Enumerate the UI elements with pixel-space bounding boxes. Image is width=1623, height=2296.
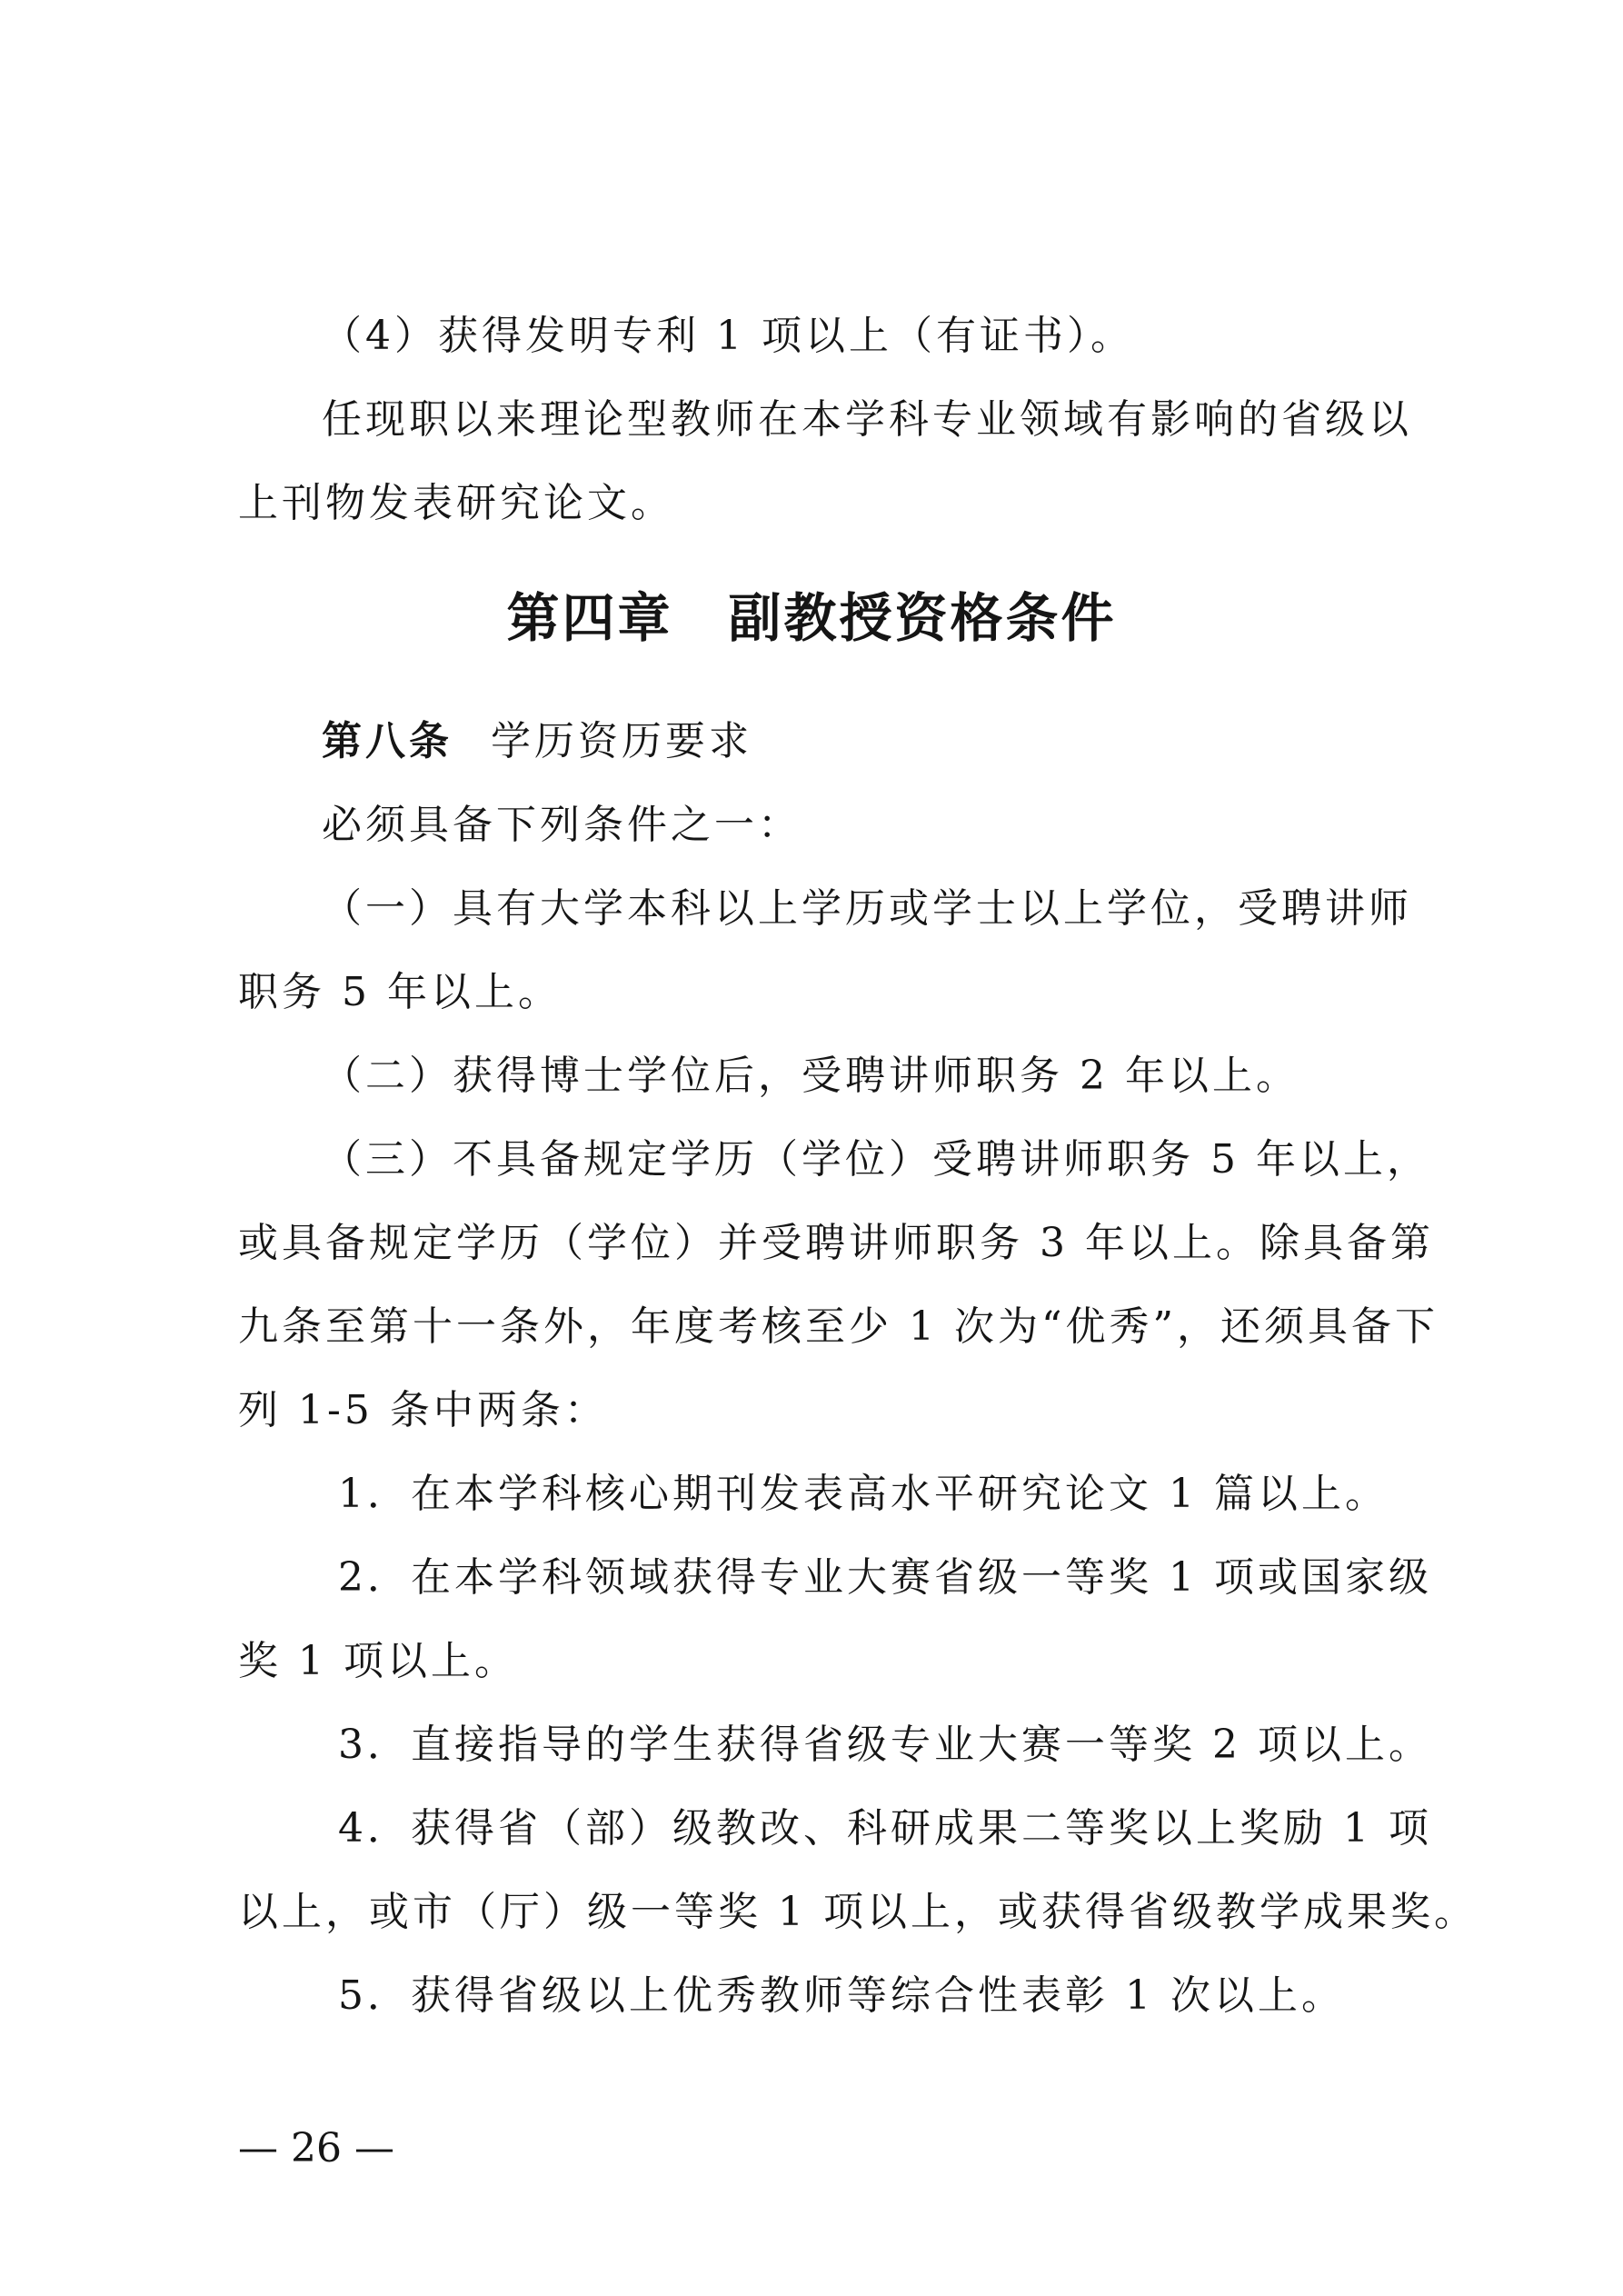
article-heading [322, 714, 752, 769]
paragraph-line: 任现职以来理论型教师在本学科专业领域有影响的省级以 [322, 396, 1412, 443]
paragraph-line: （三）不具备规定学历（学位）受聘讲师职务 5 年以上， [322, 1136, 1430, 1183]
list-item-continuation: 奖 1 项以上。 [238, 1638, 518, 1684]
list-item: 5．获得省级以上优秀教师等综合性表彰 1 次以上。 [338, 1972, 1345, 2019]
chapter-heading: 第四章 副教授资格条件 [506, 587, 1117, 649]
paragraph-line: 或具备规定学历（学位）并受聘讲师职务 3 年以上。除具备第 [238, 1220, 1434, 1266]
paragraph-line: 必须具备下列条件之一： [322, 802, 802, 848]
paragraph-line: 九条至第十一条外，年度考核至少 1 次为“优秀”，还须具备下 [238, 1303, 1439, 1350]
paragraph-line: 职务 5 年以上。 [238, 969, 562, 1015]
list-item: 2．在本学科领域获得专业大赛省级一等奖 1 项或国家级 [338, 1554, 1432, 1601]
paragraph-line: 上刊物发表研究论文。 [238, 480, 674, 526]
article-number: 第八条 [322, 718, 453, 764]
list-item: 1．在本学科核心期刊发表高水平研究论文 1 篇以上。 [338, 1471, 1389, 1517]
article-title: 学历资历要求 [491, 718, 752, 764]
paragraph-line: （一）具有大学本科以上学历或学士以上学位，受聘讲师 [322, 885, 1412, 932]
list-item: 4．获得省（部）级教改、科研成果二等奖以上奖励 1 项 [338, 1805, 1432, 1852]
paragraph-line: （二）获得博士学位后，受聘讲师职务 2 年以上。 [322, 1053, 1299, 1099]
paragraph-line: （4）获得发明专利 1 项以上（有证书）。 [322, 313, 1134, 359]
page-number: — 26 — [238, 2125, 394, 2171]
paragraph-line: 列 1-5 条中两条： [238, 1387, 608, 1433]
list-item-continuation: 以上，或市（厅）级一等奖 1 项以上，或获得省级教学成果奖。 [238, 1889, 1478, 1935]
list-item: 3．直接指导的学生获得省级专业大赛一等奖 2 项以上。 [338, 1722, 1432, 1768]
